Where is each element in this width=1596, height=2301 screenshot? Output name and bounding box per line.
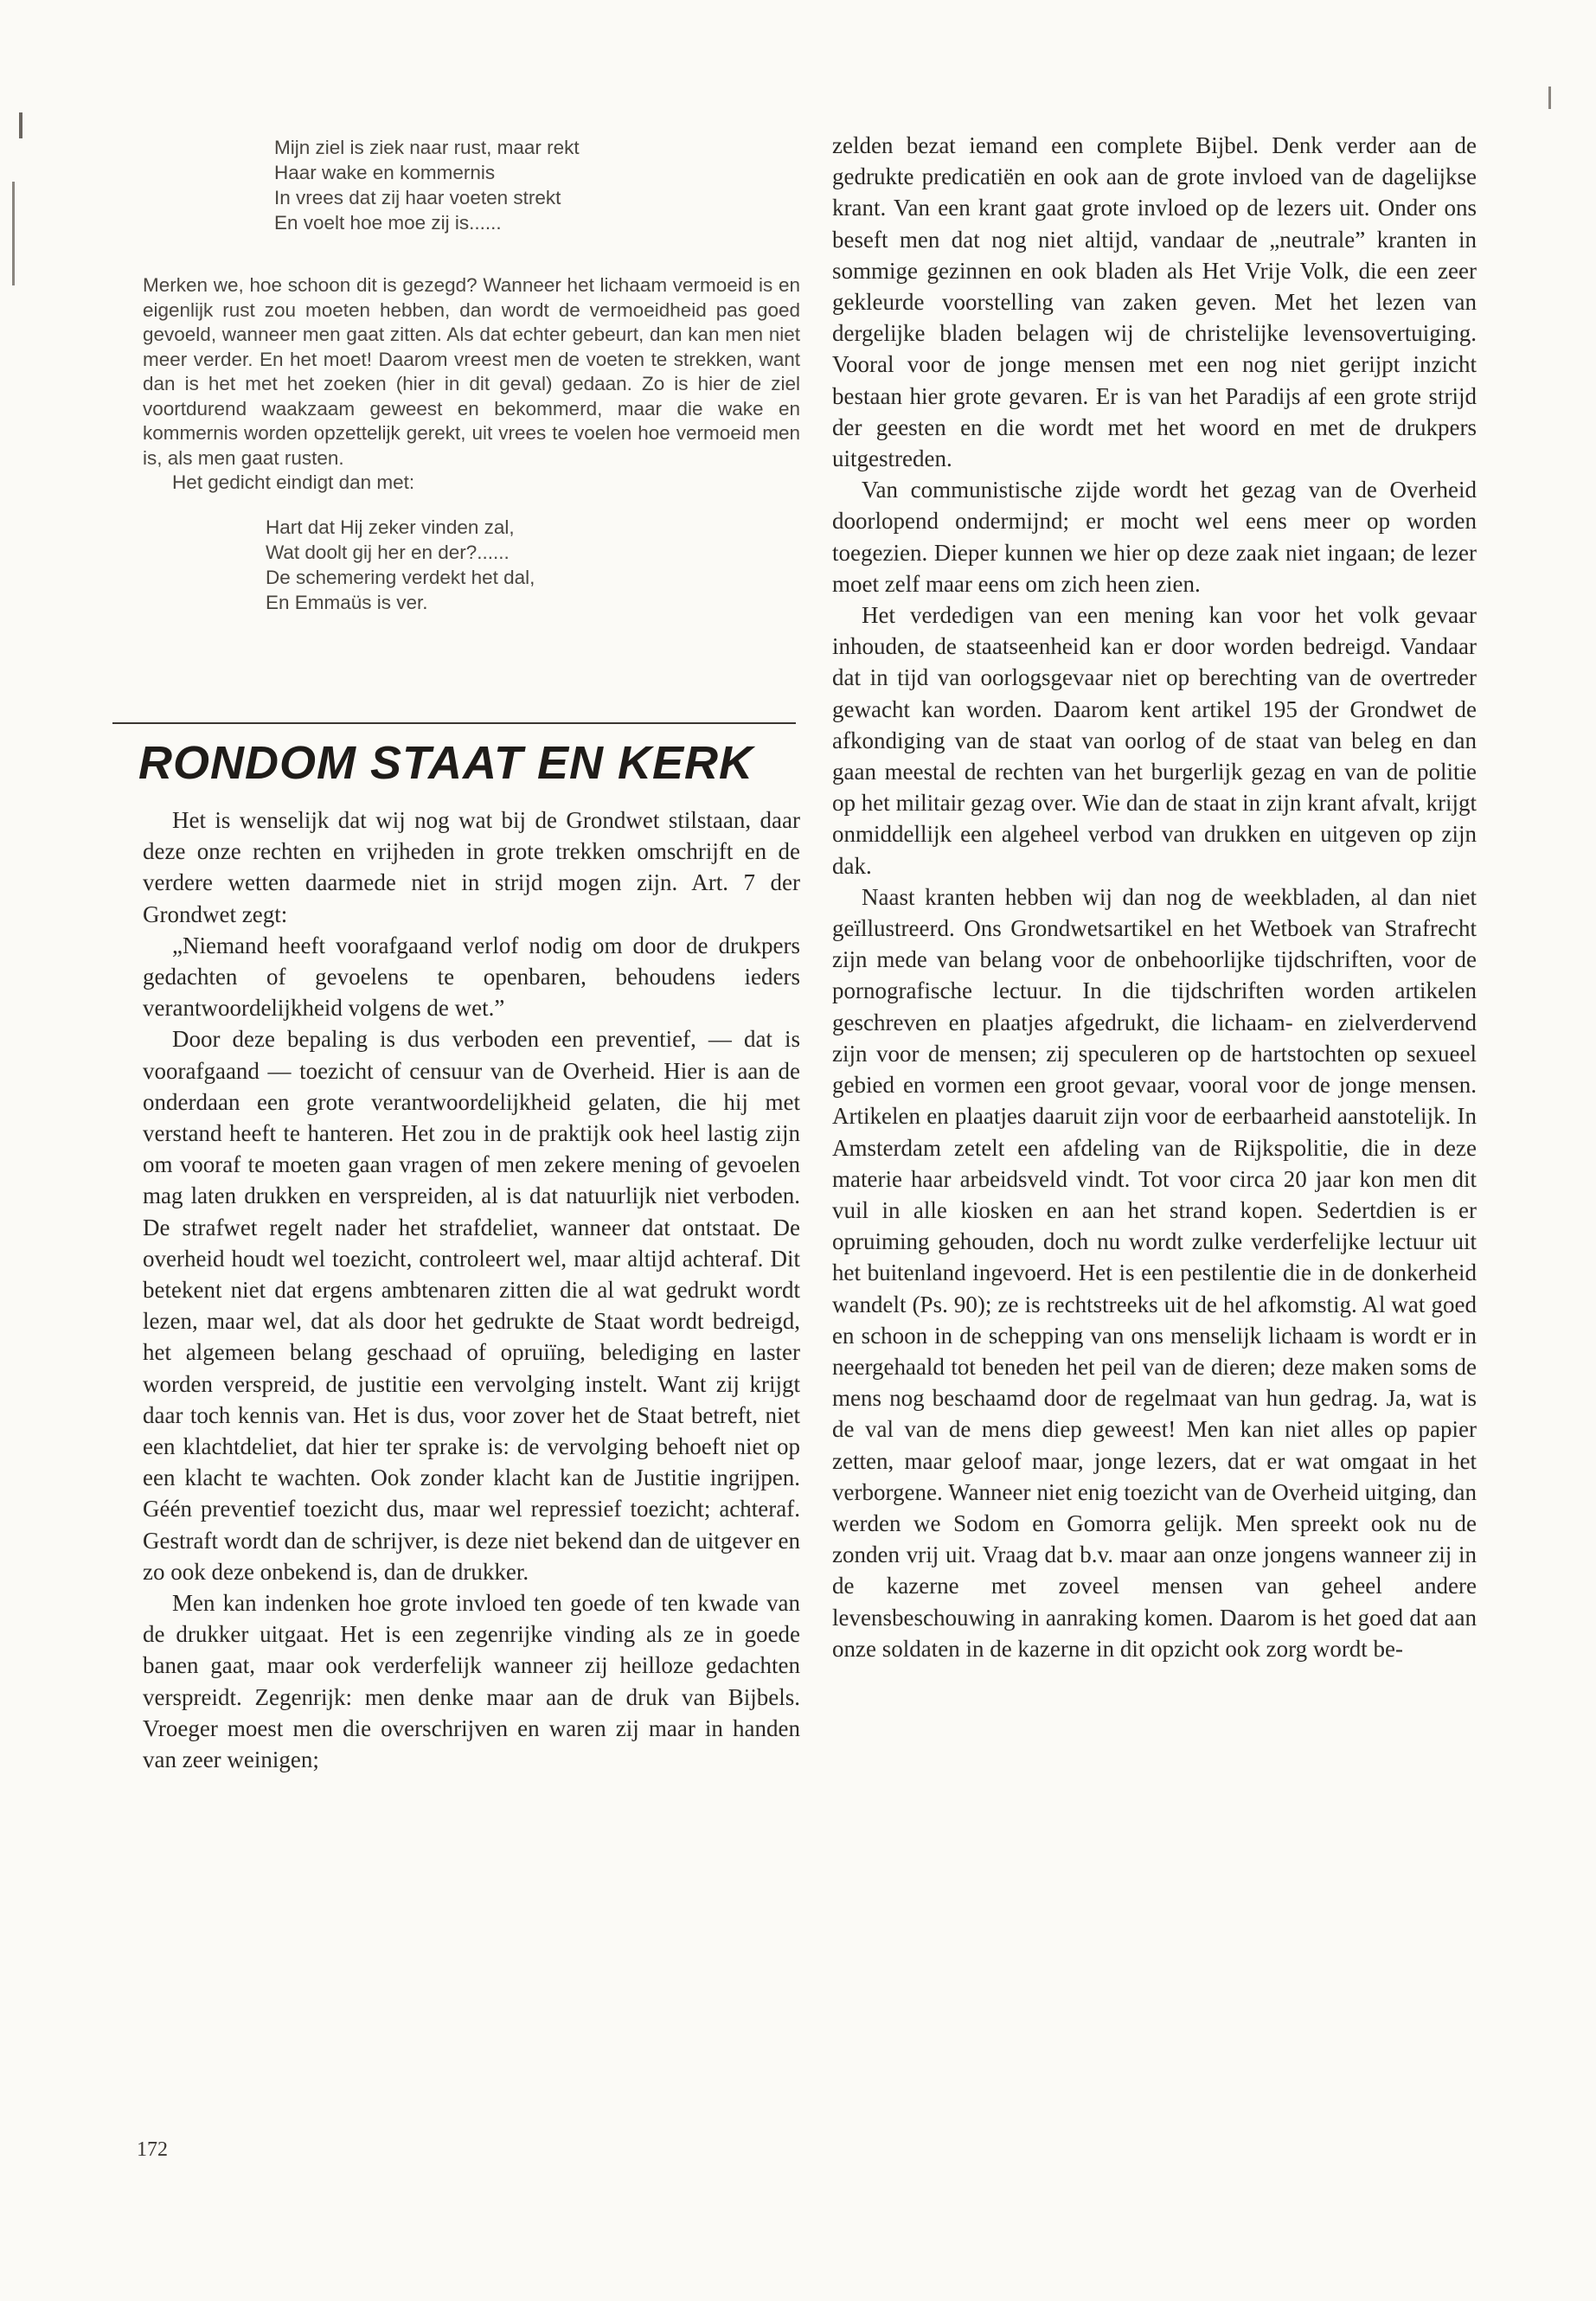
article-paragraph: Het verdedigen van een mening kan voor het volk gevaar inhouden, de staatseenheid kan er door worden bedreigd. Vandaar dat in tijd van oorlogsgevaar niet op berechting van de overtreder gewacht kan worden. Daarom kent artikel 195 der Grondwet de afkondiging van de staat van oorlog of de staat van beleg en dan gaan meestal de rechten van het burgerlijk gezag en van de politie op het militair gezag over. Wie dan de staat in zijn krant afvalt, krijgt onmiddellijk een algeheel verbod van drukken en uitgeven op zijn dak. (832, 602, 1477, 879)
poem-line: En Emmaüs is ver. (266, 591, 428, 613)
article-paragraph: Door deze bepaling is dus verboden een preventief, — dat is voorafgaand — toezicht of censuur van de Overheid. Hier is aan de onderdaan een grote verantwoordelijkheid gelaten, die hij met verstand heeft te hanteren. Het zou in de praktijk ook heel lastig zijn om vooraf te moeten gaan vragen of men zekere mening of gevoelen mag laten drukken en verspreiden, al is dat natuurlijk niet verboden. De strafwet regelt nader het strafdeliet, wanneer dat ontstaat. De overheid houdt wel toezicht, controleert wel, maar altijd achteraf. Dit betekent niet dat ergens ambtenaren zitten die al wat gedrukt wordt lezen, maar wel, dat als door het gedrukte de Staat wordt bedreigd, het algemeen belang geschaad of opruiïng, belediging en laster worden verspreid, de justitie een vervolging instelt. Want zij krijgt daar toch kennis van. Het is dus, voor zover het de Staat betreft, niet een klachtdeliet, dat hier ter sprake is: de vervolging behoeft niet op een klacht te wachten. Ook zonder klacht kan de Justitie ingrijpen. Géén preventief toezicht dus, maar wel repressief toezicht; achteraf. Gestraft wordt dan de schrijver, is deze niet bekend dan de uitgever en zo ook deze onbekend is, dan de drukker. (143, 1026, 800, 1585)
poem-line: En voelt hoe moe zij is...... (274, 212, 502, 234)
article-title: RONDOM STAAT EN KERK (138, 737, 753, 789)
poem-stanza-2 (143, 515, 800, 615)
article-paragraph: zelden bezat iemand een complete Bijbel. Denk verder aan de gedrukte predicatiën en ook aan de grote invloed van de dagelijkse krant. Van een krant gaat grote invloed op de lezers uit. Onder ons beseft men dat nog niet altijd, vandaar de „neutrale” kranten in sommige gezinnen en ook bladen als Het Vrije Volk, die een zeer gekleurde voorstelling van zaken geven. Met het lezen van dergelijke bladen belagen wij de christelijke levensovertuiging. Vooral voor de jonge mensen met een nog niet gerijpt inzicht bestaan hier grote gevaren. Er is van het Paradijs af een grote strijd der geesten en die wordt met het woord en met de drukpers uitgestreden. (832, 132, 1477, 472)
left-column-upper (143, 130, 800, 615)
right-column (832, 130, 1477, 1664)
poem-line: Mijn ziel is ziek naar rust, maar rekt (274, 137, 580, 158)
scan-edge-mark (1548, 87, 1551, 109)
article-paragraph: Men kan indenken hoe grote invloed ten goede of ten kwade van de drukker uitgaat. Het is een zegenrijke vinding als ze in goede banen gaat, maar ook verderfelijk wanneer zij heilloze gedachten verspreidt. Zegenrijk: men denke maar aan de druk van Bijbels. Vroeger moest men die overschrijven en waren zij maar in handen van zeer weinigen; (143, 1590, 800, 1773)
section-divider (112, 722, 796, 724)
article-paragraph: Naast kranten hebben wij dan nog de weekbladen, al dan niet geïllustreerd. Ons Grondwetsartikel en het Wetboek van Strafrecht zijn mede van belang voor de onbehoorlijke tijdschriften, voor de pornografische lectuur. In die tijdschriften worden artikelen geschreven en plaatjes afgedrukt, die lichaam- en zielverdervend zijn voor de mensen; zij speculeren op de hartstochten op sexueel gebied en vormen een groot gevaar, vooral voor de jonge mensen. Artikelen en plaatjes daaruit zijn voor de eerbaarheid aanstotelijk. In Amsterdam zetelt een afdeling van de Rijkspolitie, die in deze materie haar arbeidsveld vindt. Tot voor circa 20 jaar kon men dit vuil in alle kiosken en aan het strand kopen. Sedertdien is er opruiming gehouden, doch nu wordt zulke verderfelijke lectuur uit het buitenland ingevoerd. Het is een pestilentie die in de donkerheid wandelt (Ps. 90); ze is rechtstreeks uit de hel afkomstig. Al wat goed en schoon in de schepping van ons menselijk lichaam is wordt er in neergehaald tot beneden het peil van de dieren; deze maken soms de mens nog beschaamd door de regelmaat van hun gedrag. Ja, wat is de val van de mens diep geweest! Men kan niet alles op papier zetten, maar geloof maar, jonge lezers, dat er wat omgaat in het verborgene. Wanneer niet enig toezicht van de Overheid uitging, dan werden we Sodom en Gomorra gelijk. Men spreekt ook nu de zonden vrij uit. Vraag dat b.v. maar aan onze jongens wanneer zij in de kazerne met zoveel mensen van geheel andere levensbeschouwing in aanraking komen. Daarom is het goed dat aan onze soldaten in de kazerne in dit opzicht ook zorg wordt be- (832, 883, 1477, 1662)
article-quote: „Niemand heeft voorafgaand verlof nodig om door de drukpers gedachten of gevoelens te openbaren, behoudens ieders verantwoordelijkheid volgens de wet.” (143, 932, 800, 1022)
poem-line: Hart dat Hij zeker vinden zal, (266, 516, 515, 538)
scan-edge-mark (12, 182, 15, 285)
poem-line: De schemering verdekt het dal, (266, 566, 535, 588)
article-paragraph: Van communistische zijde wordt het gezag van de Overheid doorlopend ondermijnd; er mocht wel eens meer op worden toegezien. Dieper kunnen we hier op deze zaak niet ingaan; de lezer moet zelf maar eens om zich heen zien. (832, 477, 1477, 597)
commentary-paragraph: Het gedicht eindigt dan met: (172, 471, 415, 493)
scan-edge-mark (19, 112, 22, 138)
commentary-paragraph: Merken we, hoe schoon dit is gezegd? Wanneer het lichaam vermoeid is en eigenlijk rust zou moeten hebben, dan wordt de vermoeidheid pas goed gevoeld, wanneer men gaat zitten. Als dat echter gebeurt, dan kan men niet meer verder. En het moet! Daarom vreest men de voeten te strekken, want dan is het met het zoeken (hier in dit geval) gedaan. Zo is hier de ziel voortdurend waakzaam geweest en bekommerd, maar die wake en kommernis worden opzettelijk gerekt, uit vrees te voelen hoe vermoeid men is, als men gaat rusten. (143, 274, 800, 469)
page-number: 172 (137, 2138, 168, 2161)
article-paragraph: Het is wenselijk dat wij nog wat bij de Grondwet stilstaan, daar deze onze rechten en vrijheden in grote trekken omschrijft en de verdere wetten daarmede niet in strijd mogen zijn. Art. 7 der Grondwet zegt: (143, 807, 800, 927)
poem-line: Wat doolt gij her en der?...... (266, 541, 510, 563)
left-column-article (143, 804, 800, 1775)
poem-line: In vrees dat zij haar voeten strekt (274, 187, 561, 208)
poem-line: Haar wake en kommernis (274, 162, 496, 183)
poem-stanza-1 (143, 135, 800, 235)
